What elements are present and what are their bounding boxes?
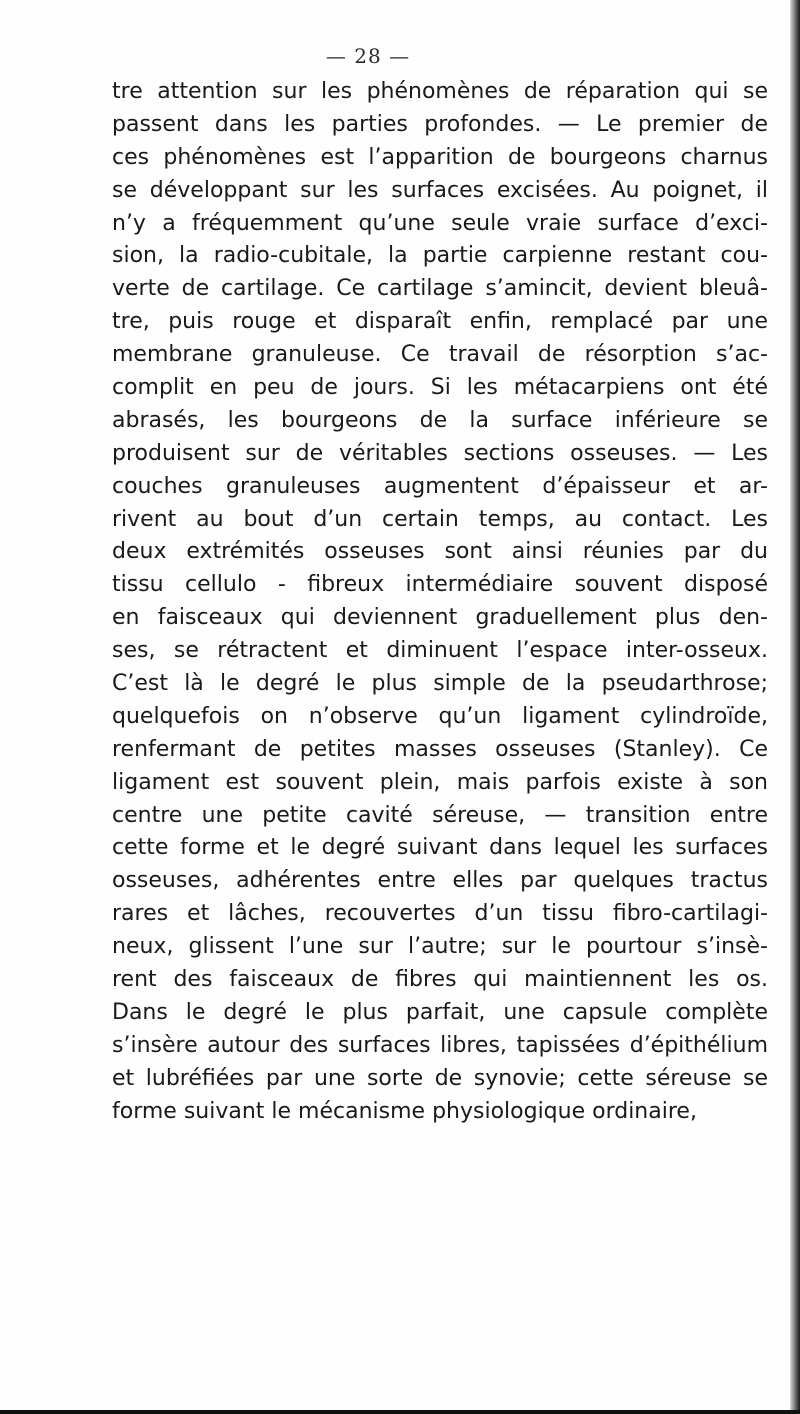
- text-line: rares et lâches, recouvertes d’un tissu fibro-cartilagi-: [112, 901, 768, 927]
- page-binding-edge: [790, 0, 800, 1414]
- text-line: tre, puis rouge et disparaît enfin, remplacé par une: [112, 309, 768, 335]
- text-line: s’insère autour des surfaces libres, tapissées d’épithélium: [112, 1032, 768, 1058]
- text-line: deux extrémités osseuses sont ainsi réunies par du: [112, 539, 768, 565]
- text-line: osseuses, adhérentes entre elles par quelques tractus: [112, 868, 768, 894]
- bottom-rule: [0, 1410, 800, 1414]
- text-line: tre attention sur les phénomènes de réparation qui se: [112, 79, 768, 104]
- text-line: abrasés, les bourgeons de la surface inférieure se: [112, 407, 768, 433]
- text-line: ses, se rétractent et diminuent l’espace inter-osseux.: [112, 638, 768, 664]
- page-number: — 28 —: [325, 44, 411, 68]
- text-line: neux, glissent l’une sur l’autre; sur le pourtour s’insè-: [112, 934, 768, 960]
- text-line: Dans le degré le plus parfait, une capsule complète: [112, 999, 768, 1025]
- body-text: [112, 76, 768, 1129]
- text-line: cette forme et le degré suivant dans lequel les surfaces: [112, 835, 768, 861]
- text-line: n’y a fréquemment qu’une seule vraie surface d’exci-: [112, 210, 768, 236]
- text-line: centre une petite cavité séreuse, — transition entre: [112, 802, 768, 828]
- text-line: sion, la radio-cubitale, la partie carpienne restant cou-: [112, 243, 768, 269]
- text-line: produisent sur de véritables sections osseuses. — Les: [112, 440, 768, 466]
- text-line: renfermant de petites masses osseuses (Stanley). Ce: [112, 736, 768, 762]
- text-line: couches granuleuses augmentent d’épaisseur et ar-: [112, 473, 768, 499]
- text-line: et lubréfiées par une sorte de synovie; cette séreuse se: [112, 1065, 768, 1091]
- text-line: tissu cellulo - fibreux intermédiaire souvent disposé: [112, 572, 768, 598]
- text-line: C’est là le degré le plus simple de la pseudarthrose;: [112, 671, 768, 697]
- text-line: verte de cartilage. Ce cartilage s’amincit, devient bleuâ-: [112, 276, 768, 302]
- text-line: forme suivant le mécanisme physiologique ordinaire,: [112, 1098, 697, 1124]
- text-line: ligament est souvent plein, mais parfois existe à son: [112, 769, 768, 795]
- text-line: passent dans les parties profondes. — Le premier de: [112, 111, 768, 137]
- text-line: membrane granuleuse. Ce travail de résorption s’ac-: [112, 342, 768, 368]
- text-line: quelquefois on n’observe qu’un ligament cylindroïde,: [112, 703, 768, 729]
- text-line: rivent au bout d’un certain temps, au contact. Les: [112, 506, 768, 532]
- text-line: en faisceaux qui deviennent graduellement plus den-: [112, 605, 768, 631]
- text-line: se développant sur les surfaces excisées. Au poignet, il: [112, 177, 768, 203]
- text-line: complit en peu de jours. Si les métacarpiens ont été: [112, 375, 768, 401]
- text-line: rent des faisceaux de fibres qui maintiennent les os.: [112, 967, 768, 993]
- text-line: ces phénomènes est l’apparition de bourgeons charnus: [112, 144, 768, 170]
